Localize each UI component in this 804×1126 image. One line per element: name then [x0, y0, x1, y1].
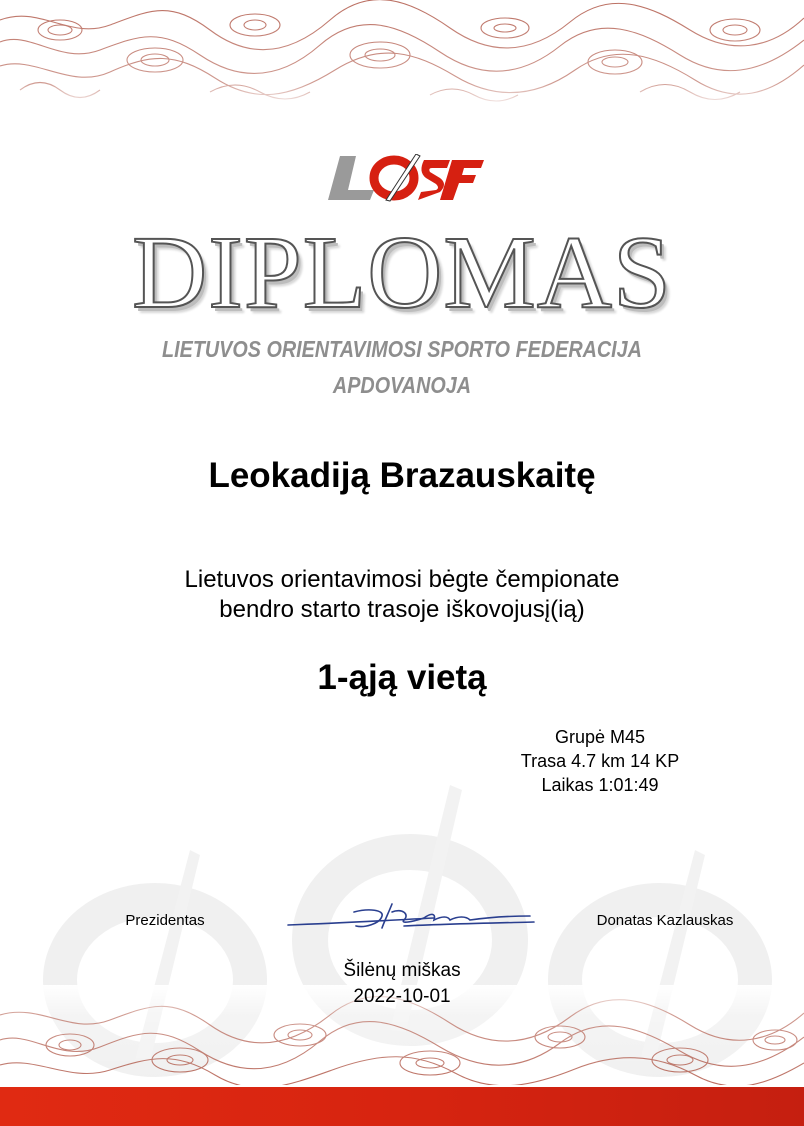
stat-group: Grupė M45 — [554, 727, 646, 747]
description-line-1: Lietuvos orientavimosi bėgte čempionate — [184, 566, 620, 593]
top-contour-border — [0, 0, 804, 110]
signature-image — [284, 890, 540, 940]
venue: Šilėnų miškas — [343, 960, 461, 981]
stat-time: Laikas 1:01:49 — [541, 775, 659, 795]
president-label: Prezidentas — [125, 912, 205, 929]
date: 2022-10-01 — [353, 986, 451, 1007]
diploma-title: DIPLOMAS — [132, 215, 672, 330]
organization-name: LIETUVOS ORIENTAVIMOSI SPORTO FEDERACIJA — [162, 336, 642, 362]
president-name: Donatas Kazlauskas — [596, 912, 734, 929]
place-award: 1-ąją vietą — [317, 658, 487, 697]
losf-logo — [326, 154, 486, 202]
red-footer-band — [0, 1087, 804, 1126]
stat-course: Trasa 4.7 km 14 KP — [520, 751, 680, 771]
organization-awards: APDOVANOJA — [332, 372, 472, 398]
description-line-2: bendro starto trasoje iškovojusį(ią) — [219, 596, 585, 623]
recipient-name: Leokadiją Brazauskaitę — [208, 456, 596, 495]
